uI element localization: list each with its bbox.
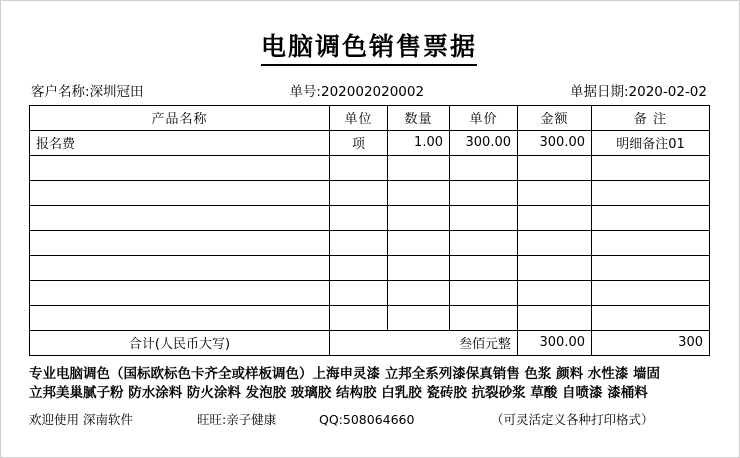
cell-amount xyxy=(518,155,592,180)
cell-name xyxy=(30,255,330,280)
customer-label: 客户名称: xyxy=(31,83,90,100)
cell-note xyxy=(592,155,710,180)
cell-unit xyxy=(330,155,388,180)
table-row xyxy=(30,255,710,280)
customer-field xyxy=(31,80,144,100)
cell-qty xyxy=(388,255,450,280)
customer-value: 深圳冠田 xyxy=(89,83,144,100)
footer-software: 欢迎使用 深南软件 xyxy=(29,411,133,427)
cell-name xyxy=(30,155,330,180)
cell-price xyxy=(450,230,518,255)
items-table xyxy=(29,105,710,356)
table-row xyxy=(30,155,710,180)
column-header-price: 单价 xyxy=(450,105,518,130)
footer-line-1: 专业电脑调色（国标欧标色卡齐全或样板调色）上海申灵漆 立邦全系列漆保真销售 色浆 颜料 水性漆 墙固 xyxy=(29,365,660,382)
table-header xyxy=(30,105,710,130)
cell-amount xyxy=(518,230,592,255)
footer-qq: QQ:508064660 xyxy=(319,411,415,427)
cell-name xyxy=(30,305,330,330)
cell-price xyxy=(450,180,518,205)
cell-note xyxy=(592,255,710,280)
column-header-note: 备 注 xyxy=(592,105,710,130)
cell-unit xyxy=(330,180,388,205)
table-row xyxy=(30,130,710,155)
column-header-amount: 金额 xyxy=(518,105,592,130)
cell-price xyxy=(450,155,518,180)
table-row xyxy=(30,205,710,230)
page-title: 电脑调色销售票据 xyxy=(261,33,477,66)
cell-unit xyxy=(330,255,388,280)
cell-amount xyxy=(518,180,592,205)
order-label: 单号: xyxy=(289,83,321,100)
cell-unit xyxy=(330,230,388,255)
order-field xyxy=(289,80,424,100)
cell-amount: 300.00 xyxy=(518,130,592,155)
cell-unit xyxy=(330,205,388,230)
cell-price: 300.00 xyxy=(450,130,518,155)
cell-note xyxy=(592,280,710,305)
cell-qty: 1.00 xyxy=(388,130,450,155)
invoice-document xyxy=(29,15,709,430)
cell-unit xyxy=(330,305,388,330)
column-header-qty: 数量 xyxy=(388,105,450,130)
total-capital-amount: 叁佰元整 xyxy=(330,330,518,355)
table-row xyxy=(30,280,710,305)
table-header-row xyxy=(30,105,710,130)
title-container xyxy=(29,33,709,66)
cell-unit xyxy=(330,280,388,305)
cell-qty xyxy=(388,155,450,180)
cell-qty xyxy=(388,230,450,255)
footer-wangwang: 旺旺:亲子健康 xyxy=(197,411,277,427)
cell-note xyxy=(592,205,710,230)
date-field xyxy=(570,80,707,100)
cell-note: 明细备注01 xyxy=(592,130,710,155)
cell-note xyxy=(592,230,710,255)
cell-name xyxy=(30,230,330,255)
cell-note xyxy=(592,180,710,205)
cell-qty xyxy=(388,205,450,230)
total-note: 300 xyxy=(592,330,710,355)
total-label: 合计(人民币大写) xyxy=(30,330,330,355)
footer-note: （可灵活定义各种打印格式） xyxy=(491,411,654,427)
cell-amount xyxy=(518,255,592,280)
cell-price xyxy=(450,280,518,305)
cell-qty xyxy=(388,180,450,205)
cell-amount xyxy=(518,205,592,230)
cell-name: 报名费 xyxy=(30,130,330,155)
cell-amount xyxy=(518,280,592,305)
cell-name xyxy=(30,280,330,305)
cell-price xyxy=(450,205,518,230)
table-row xyxy=(30,180,710,205)
meta-row xyxy=(29,80,709,105)
date-value: 2020-02-02 xyxy=(628,83,707,100)
order-value: 202002020002 xyxy=(321,83,425,100)
cell-note xyxy=(592,305,710,330)
column-header-name: 产品名称 xyxy=(30,105,330,130)
cell-name xyxy=(30,180,330,205)
cell-price xyxy=(450,255,518,280)
table-total-row xyxy=(30,330,710,355)
cell-unit: 项 xyxy=(330,130,388,155)
footer-contact xyxy=(29,411,709,430)
cell-amount xyxy=(518,305,592,330)
cell-qty xyxy=(388,305,450,330)
total-amount: 300.00 xyxy=(518,330,592,355)
cell-qty xyxy=(388,280,450,305)
date-label: 单据日期: xyxy=(569,83,629,100)
cell-price xyxy=(450,305,518,330)
table-body xyxy=(30,130,710,355)
table-row xyxy=(30,230,710,255)
footer-promo xyxy=(29,365,709,404)
table-row xyxy=(30,305,710,330)
column-header-unit: 单位 xyxy=(330,105,388,130)
cell-name xyxy=(30,205,330,230)
footer-line-2: 立邦美巢腻子粉 防水涂料 防火涂料 发泡胶 玻璃胶 结构胶 白乳胶 瓷砖胶 抗裂砂浆 草酸 自喷漆 漆桶料 xyxy=(29,385,648,402)
